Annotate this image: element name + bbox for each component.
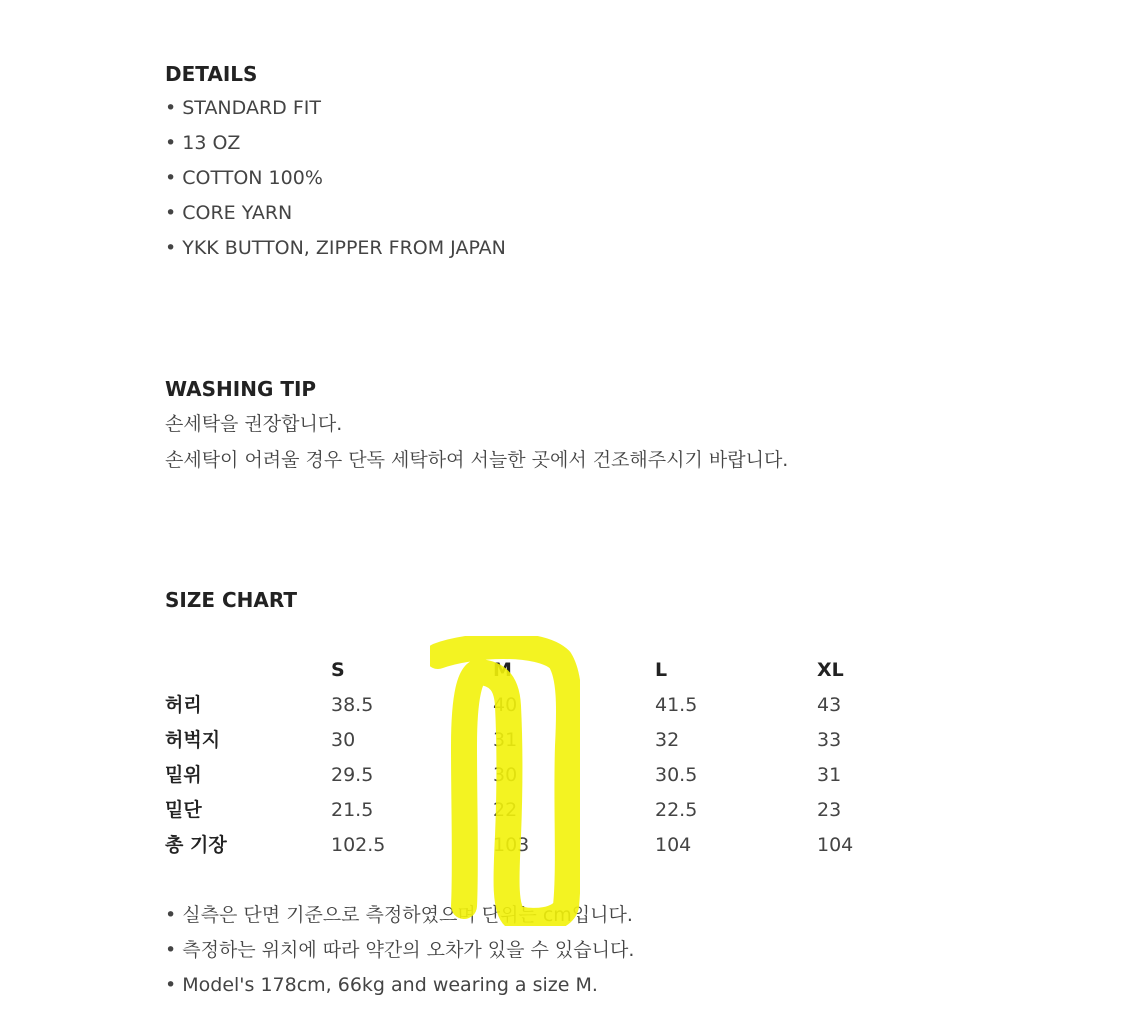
size-chart-note: • Model's 178cm, 66kg and wearing a size M. (165, 974, 598, 996)
size-cell: 103 (493, 834, 530, 856)
size-chart-heading: SIZE CHART (165, 588, 298, 612)
size-column-header: M (493, 659, 512, 681)
washing-tip-line: 손세탁이 어려울 경우 단독 세탁하여 서늘한 곳에서 건조해주시기 바랍니다. (165, 449, 789, 471)
size-cell: 30 (331, 729, 356, 751)
size-cell: 31 (493, 729, 518, 751)
size-row-label: 밑단 (165, 799, 202, 821)
size-column-header: XL (817, 659, 844, 681)
size-cell: 41.5 (655, 694, 698, 716)
washing-tip-line: 손세탁을 권장합니다. (165, 413, 343, 435)
size-row-label: 허리 (165, 694, 202, 716)
size-column-header: L (655, 659, 668, 681)
size-cell: 29.5 (331, 764, 374, 786)
size-cell: 30 (493, 764, 518, 786)
details-item: • YKK BUTTON, ZIPPER FROM JAPAN (165, 237, 506, 259)
details-item: • STANDARD FIT (165, 97, 321, 119)
size-cell: 22 (493, 799, 518, 821)
size-chart-table (165, 658, 885, 858)
size-row-label: 총 기장 (165, 834, 227, 856)
size-cell: 31 (817, 764, 842, 786)
size-row-label: 밑위 (165, 764, 202, 786)
size-cell: 40 (493, 694, 518, 716)
size-cell: 38.5 (331, 694, 374, 716)
details-item: • 13 OZ (165, 132, 241, 154)
size-cell: 104 (655, 834, 692, 856)
size-cell: 43 (817, 694, 842, 716)
details-item: • CORE YARN (165, 202, 293, 224)
size-cell: 33 (817, 729, 842, 751)
size-cell: 23 (817, 799, 842, 821)
size-chart-note: • 측정하는 위치에 따라 약간의 오차가 있을 수 있습니다. (165, 939, 635, 961)
size-cell: 104 (817, 834, 854, 856)
details-item: • COTTON 100% (165, 167, 323, 189)
size-row-label: 허벅지 (165, 729, 221, 751)
size-cell: 22.5 (655, 799, 698, 821)
size-column-header: S (331, 659, 345, 681)
size-chart-note: • 실측은 단면 기준으로 측정하였으며 단위는 cm입니다. (165, 904, 633, 926)
size-cell: 102.5 (331, 834, 386, 856)
details-heading: DETAILS (165, 62, 258, 86)
size-cell: 32 (655, 729, 680, 751)
size-cell: 21.5 (331, 799, 374, 821)
washing-tip-heading: WASHING TIP (165, 377, 317, 401)
size-cell: 30.5 (655, 764, 698, 786)
